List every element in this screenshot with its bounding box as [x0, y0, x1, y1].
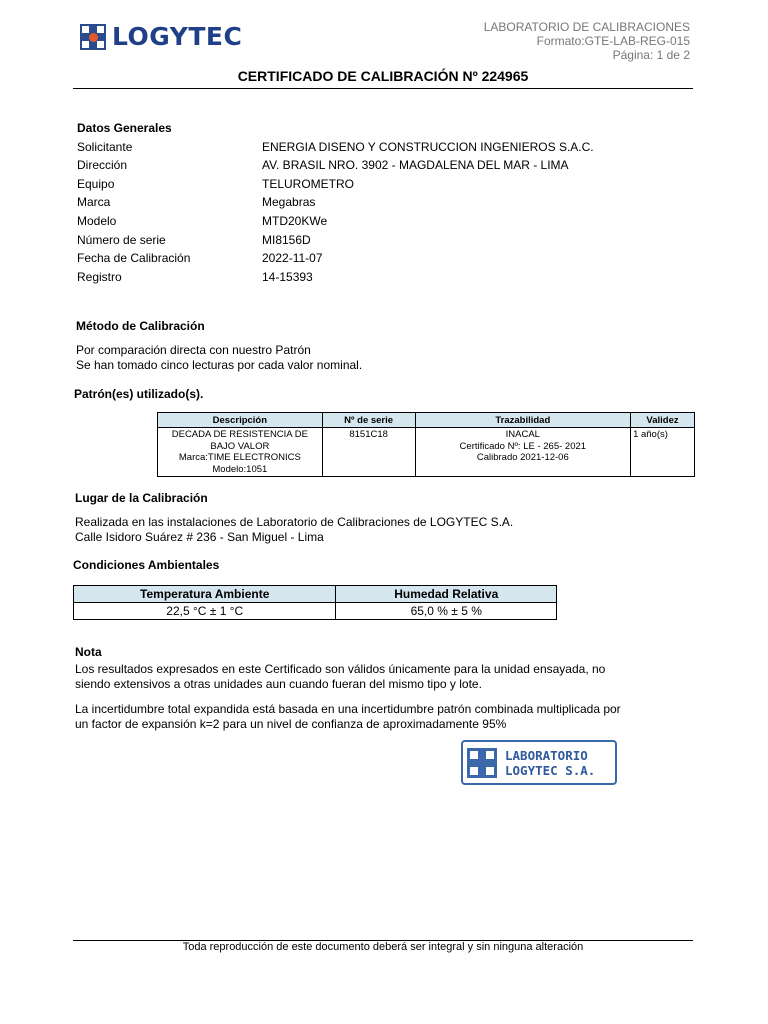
logo-text: LOGYTEC: [112, 22, 243, 51]
laboratory-stamp: [461, 740, 617, 785]
patron-heading: Patrón(es) utilizado(s).: [74, 387, 204, 401]
stamp-line: LOGYTEC S.A.: [505, 762, 596, 778]
column-header: Nº de serie: [322, 413, 415, 428]
description-line: Modelo:1051: [212, 463, 268, 475]
field-label: Registro: [77, 270, 122, 284]
note-heading: Nota: [75, 645, 102, 659]
field-value: AV. BRASIL NRO. 3902 - MAGDALENA DEL MAR - LIMA: [262, 158, 569, 172]
place-line: Realizada en las instalaciones de Laboratorio de Calibraciones de LOGYTEC S.A.: [75, 515, 514, 529]
field-value: ENERGIA DISENO Y CONSTRUCCION INGENIEROS S.A.C.: [262, 140, 594, 154]
place-text: [75, 515, 513, 545]
note-line: La incertidumbre total expandida está basada en una incertidumbre patrón combinada multiplicada por: [75, 702, 621, 716]
field-value: MTD20KWe: [262, 214, 328, 228]
field-label: Solicitante: [77, 140, 133, 154]
stamp-logo-icon: [467, 748, 497, 778]
place-heading: Lugar de la Calibración: [75, 491, 208, 505]
stamp-line: LABORATORIO: [505, 747, 588, 763]
column-header: Validez: [631, 413, 695, 428]
field-value: 2022-11-07: [262, 251, 323, 265]
conditions-heading: Condiciones Ambientales: [73, 558, 220, 572]
method-text: [76, 343, 362, 373]
table-header-row: [74, 586, 557, 603]
footer-text: Toda reproducción de este documento deberá ser integral y sin ninguna alteración: [182, 941, 584, 953]
description-cell: [158, 428, 323, 477]
conditions-table: [73, 585, 557, 620]
column-header: Temperatura Ambiente: [74, 586, 336, 603]
method-line: Por comparación directa con nuestro Patrón: [76, 343, 311, 357]
table-row: [158, 428, 695, 477]
field-label: Equipo: [77, 177, 115, 191]
temperature-value: 22,5 °C ± 1 °C: [74, 603, 336, 620]
company-logo: [80, 22, 242, 51]
validity-cell: 1 año(s): [631, 428, 695, 477]
field-value: 14-15393: [262, 270, 313, 284]
description-line: Marca:TIME ELECTRONICS: [178, 452, 301, 463]
field-value: Megabras: [262, 195, 316, 209]
patron-table: [157, 412, 695, 477]
method-heading: Método de Calibración: [76, 319, 205, 333]
traceability-cell: [415, 428, 631, 477]
lab-name: LABORATORIO DE CALIBRACIONES: [483, 20, 690, 34]
trace-line: INACAL: [505, 429, 540, 440]
field-label: Marca: [77, 195, 111, 209]
title-divider: [73, 88, 693, 89]
table-row: [74, 603, 557, 620]
trace-line: Calibrado 2021-12-06: [476, 452, 569, 463]
description-line: DECADA DE RESISTENCIA DE BAJO VALOR: [171, 429, 308, 452]
field-label: Fecha de Calibración: [77, 251, 191, 265]
note-line: un factor de expansión k=2 para un nivel de confianza de aproximadamente 95%: [75, 717, 507, 731]
humidity-value: 65,0 % ± 5 %: [336, 603, 557, 620]
page-number: Página: 1 de 2: [612, 48, 690, 62]
serial-cell: 8151C18: [322, 428, 415, 477]
table-header-row: [158, 413, 695, 428]
stamp-text: [505, 748, 595, 778]
note-line: Los resultados expresados en este Certificado son válidos únicamente para la unidad ensayada, no: [75, 662, 606, 676]
field-value: TELUROMETRO: [262, 177, 355, 191]
field-label: Número de serie: [77, 233, 166, 247]
note-text: [75, 662, 695, 732]
header-info: [484, 20, 690, 62]
place-line: Calle Isidoro Suárez # 236 - San Miguel - Lima: [75, 530, 324, 544]
field-label: Dirección: [77, 158, 128, 172]
method-line: Se han tomado cinco lecturas por cada valor nominal.: [76, 358, 363, 372]
logo-grid-icon: [80, 24, 106, 50]
certificate-title: CERTIFICADO DE CALIBRACIÓN Nº 224965: [237, 68, 529, 84]
column-header: Humedad Relativa: [336, 586, 557, 603]
general-heading: Datos Generales: [77, 121, 172, 135]
field-value: MI8156D: [262, 233, 311, 247]
column-header: Trazabilidad: [415, 413, 631, 428]
column-header: Descripción: [158, 413, 323, 428]
field-label: Modelo: [77, 214, 117, 228]
format-code: Formato:GTE-LAB-REG-015: [536, 34, 690, 48]
note-line: siendo extensivos a otras unidades aun cuando fueran del mismo tipo y lote.: [75, 677, 482, 691]
trace-line: Certificado Nº: LE - 265- 2021: [459, 440, 587, 452]
